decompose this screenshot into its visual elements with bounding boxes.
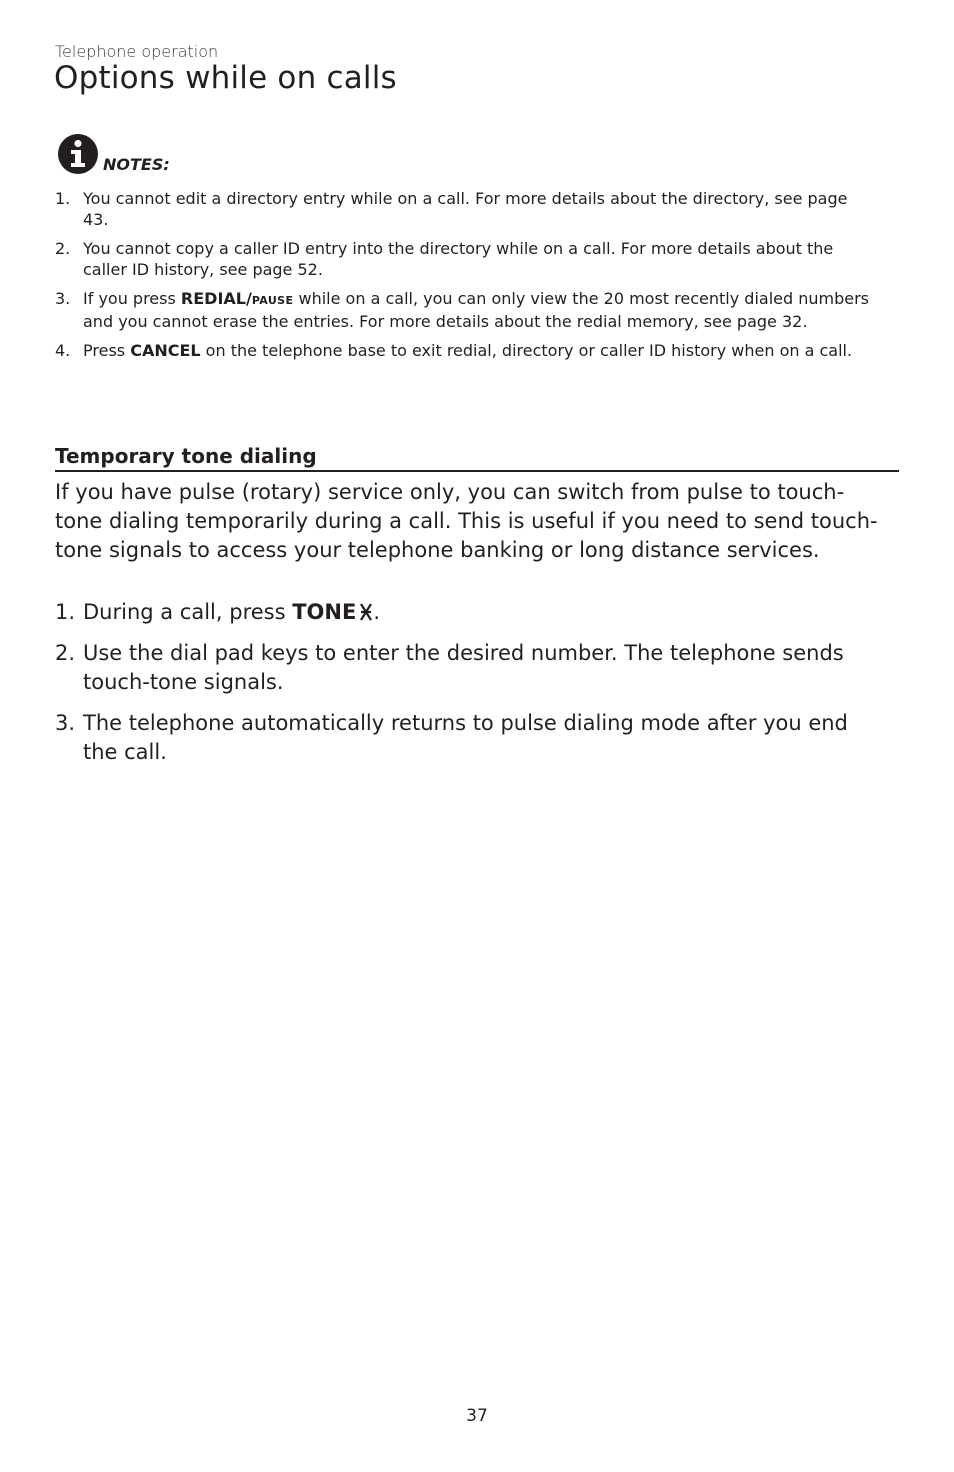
note-item <box>55 288 875 332</box>
step-text: Use the dial pad keys to enter the desired number. The telephone sends touch-tone signals. <box>83 641 844 694</box>
cancel-key-label: CANCEL <box>130 341 201 360</box>
section-heading: Temporary tone dialing <box>55 443 899 472</box>
step-item <box>55 639 885 697</box>
note-text-pre: Press <box>83 341 131 360</box>
section-label: Telephone operation <box>55 42 219 61</box>
note-number: 2. <box>55 239 71 258</box>
pause-key-label: PAUSE <box>251 294 294 307</box>
info-icon <box>57 133 99 175</box>
note-text: You cannot copy a caller ID entry into the directory while on a call. For more details about the caller ID history, see page 52. <box>83 239 834 279</box>
page-number: 37 <box>466 1406 488 1426</box>
note-item <box>55 340 875 361</box>
tone-star-icon <box>359 600 373 622</box>
step-text: The telephone automatically returns to pulse dialing mode after you end the call. <box>83 711 848 764</box>
step-number: 1. <box>55 600 76 624</box>
note-text: You cannot edit a directory entry while on a call. For more details about the directory, see page 43. <box>83 189 848 229</box>
step-number: 2. <box>55 641 76 665</box>
note-item <box>55 238 875 280</box>
note-text-post: while on a call, you can only view the 20 most recently dialed numbers and you cannot erase the entries. For more details about the redial memory, see page 32. <box>83 289 869 331</box>
steps-list <box>55 598 885 779</box>
tone-key-label: TONE <box>292 600 357 624</box>
notes-header <box>57 133 170 175</box>
note-number: 1. <box>55 189 71 208</box>
note-text-post: on the telephone base to exit redial, directory or caller ID history when on a call. <box>200 341 853 360</box>
step-item <box>55 709 885 767</box>
intro-paragraph: If you have pulse (rotary) service only, you can switch from pulse to touch-tone dialing temporarily during a call. This is useful if you need to send touch-tone signals to access your telephone banking or long distance services. <box>55 480 878 562</box>
note-number: 3. <box>55 289 71 308</box>
notes-label: NOTES: <box>103 155 170 174</box>
notes-list <box>55 188 875 369</box>
note-item <box>55 188 875 230</box>
step-number: 3. <box>55 711 76 735</box>
note-text-pre: If you press <box>83 289 181 308</box>
step-text-post: . <box>373 600 381 624</box>
note-number: 4. <box>55 341 71 360</box>
page-title: Options while on calls <box>54 60 397 96</box>
redial-key-label: REDIAL/ <box>180 289 252 308</box>
step-item <box>55 598 885 627</box>
step-text-pre: During a call, press <box>83 600 293 624</box>
